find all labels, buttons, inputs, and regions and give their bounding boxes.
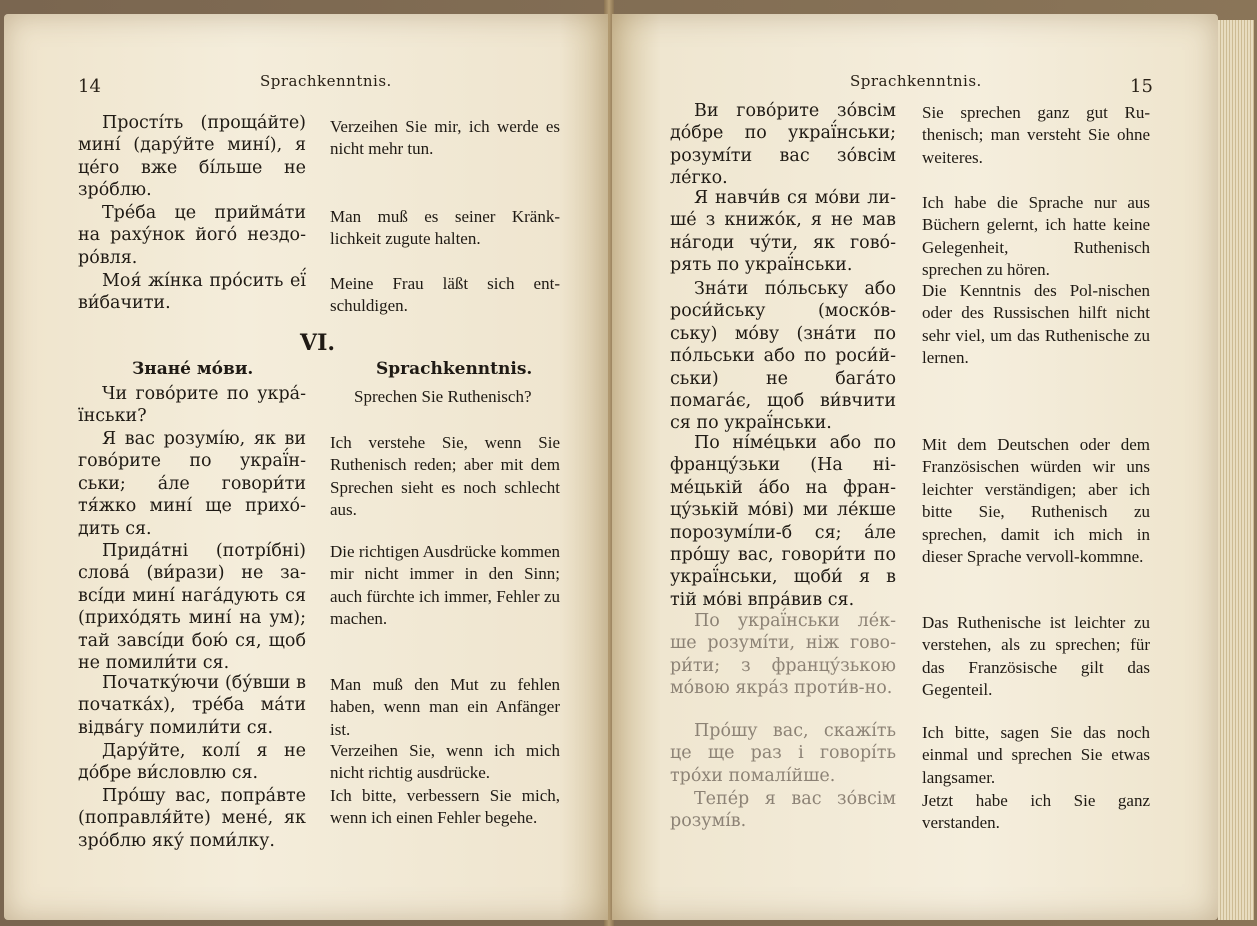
uk-paragraph: Зна́ти по́льську або роси́йську (моско́в-ську) мо́ву (зна́ти по по́льськи або по роси́й-ськи) не бага́то помага́є, щоб ви́вчити ся по украї́нськи. <box>670 279 896 434</box>
de-paragraph: Man muß es seiner Kränk-lichkeit zugute halten. <box>330 207 560 249</box>
uk-paragraph: Про́шу вас, скажі́ть це ще раз і говорі́ть тро́хи помалі́йше. <box>670 721 896 786</box>
uk-paragraph: Прості́ть (проща́йте) мині́ (дару́йте мині́), я це́го вже бі́льше не зро́блю. <box>78 113 306 201</box>
uk-paragraph: Тепе́р я вас зо́всім розумі́в. <box>670 789 896 832</box>
de-paragraph: Ich verstehe Sie, wenn Sie Ruthenisch reden; aber mit dem Sprechen sieht es noch schlecht aus. <box>330 433 560 520</box>
right-page <box>612 14 1218 920</box>
de-paragraph: Man muß den Mut zu fehlen haben, wenn man ein Anfänger ist. <box>330 675 560 739</box>
section-number: VI. <box>300 330 336 356</box>
running-head: Sprachkenntnis. <box>260 72 392 90</box>
uk-paragraph: Ви гово́рите зо́всім до́бре по украї́нськи; розумі́ти вас зо́всім ле́гко. <box>670 101 896 189</box>
page-number: 14 <box>78 76 101 97</box>
uk-paragraph: Я вас розумі́ю, як ви гово́рите по украї́н-ськи; а́ле говори́ти тя́жко мині́ ще прихо́-дить ся. <box>78 429 306 539</box>
de-paragraph: Sprechen Sie Ruthenisch? <box>354 387 532 406</box>
uk-paragraph: Дару́йте, колі́ я не до́бре ви́словлю ся. <box>78 741 306 784</box>
uk-paragraph: По украї́нськи ле́к-ше розумі́ти, ніж гово-ри́ти; з францу́зькою мо́вою якра́з проти́в-но. <box>670 611 896 699</box>
uk-paragraph: Початку́ючи (бу́вши в початка́х), тре́ба ма́ти відва́гу помили́ти ся. <box>78 673 306 738</box>
uk-paragraph: Про́шу вас, попра́вте (поправля́йте) мене́, як зро́блю яку́ поми́лку. <box>78 786 306 851</box>
section-title-uk: Знане́ мо́ви. <box>132 359 254 379</box>
uk-paragraph: Тре́ба це прийма́ти на раху́нок його́ нездо-ро́вля. <box>78 203 306 268</box>
uk-paragraph: Моя́ жі́нка про́сить еї́ ви́бачити. <box>78 271 306 314</box>
de-paragraph: Ich bitte, verbessern Sie mich, wenn ich einen Fehler begehe. <box>330 786 560 828</box>
page-edges <box>1218 20 1254 920</box>
running-head: Sprachkenntnis. <box>850 72 982 90</box>
de-paragraph: Ich habe die Sprache nur aus Büchern gelernt, ich hatte keine Gelegenheit, Ruthenisch sprechen zu hören. <box>922 193 1150 280</box>
page-number: 15 <box>1130 76 1153 97</box>
uk-paragraph: По ні́ме́цьки або по францу́зьки (На ні-ме́цькій а́бо на фран-цу́зькій мо́ві) ми ле́кше порозумі́ли-б ся; а́ле про́шу вас, говори́ти по украї́нськи, щоби́ я в тій мо́ві впра́вив ся. <box>670 433 896 610</box>
uk-paragraph: Я навчи́в ся мо́ви ли-ше́ з книжо́к, я не мав на́годи чу́ти, як гово́-рять по украї́нськи. <box>670 188 896 276</box>
left-page <box>4 14 608 920</box>
de-paragraph: Die richtigen Ausdrücke kommen mir nicht immer in den Sinn; auch fürchte ich immer, Fehler zu machen. <box>330 542 560 629</box>
de-paragraph: Verzeihen Sie mir, ich werde es nicht mehr tun. <box>330 117 560 159</box>
de-paragraph: Mit dem Deutschen oder dem Französischen würden wir uns leichter verständigen; aber ich bitte Sie, Ruthenisch zu sprechen, damit ich mich in dieser Sprache vervoll-kommne. <box>922 435 1150 567</box>
section-title-de: Sprachkenntnis. <box>376 359 533 379</box>
de-paragraph: Das Ruthenische ist leichter zu verstehen, als zu sprechen; für das Französische gilt das Gegenteil. <box>922 613 1150 700</box>
uk-paragraph: Чи гово́рите по укра́-їнськи? <box>78 384 306 427</box>
de-paragraph: Die Kenntnis des Pol-nischen oder des Russischen hilft nicht sehr viel, um das Ruthenische zu lernen. <box>922 281 1150 368</box>
de-paragraph: Jetzt habe ich Sie ganz verstanden. <box>922 791 1150 833</box>
de-paragraph: Verzeihen Sie, wenn ich mich nicht richtig ausdrücke. <box>330 741 560 783</box>
de-paragraph: Ich bitte, sagen Sie das noch einmal und sprechen Sie etwas langsamer. <box>922 723 1150 787</box>
de-paragraph: Sie sprechen ganz gut Ru-thenisch; man versteht Sie ohne weiteres. <box>922 103 1150 167</box>
de-paragraph: Meine Frau läßt sich ent-schuldigen. <box>330 274 560 316</box>
uk-paragraph: Прида́тні (потрі́бні) слова́ (ви́рази) не за-всі́ди мині́ нага́дують ся (прихо́дять мині́ на ум); тай завсі́ди бою́ ся, щоб не помили́ти ся. <box>78 541 306 674</box>
